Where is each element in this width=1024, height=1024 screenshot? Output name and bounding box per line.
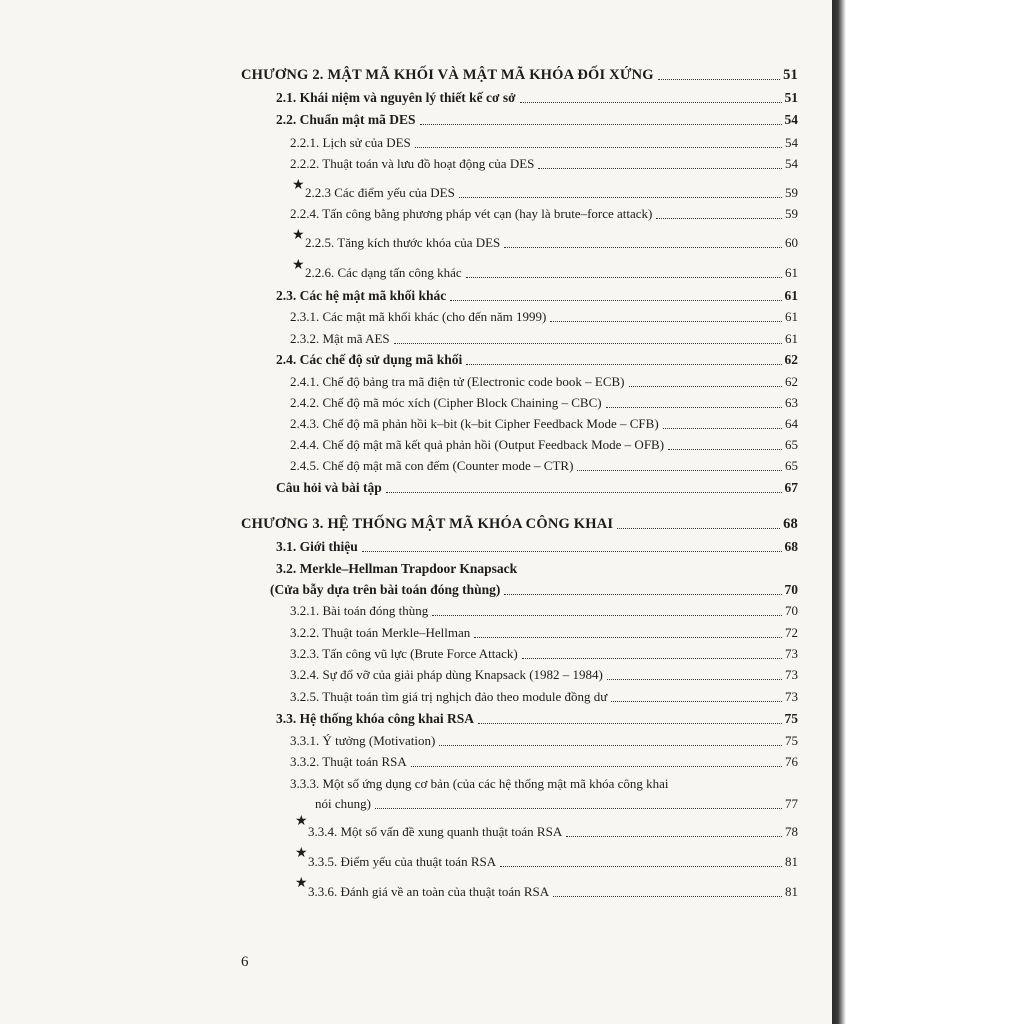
toc-page: 70 [785, 603, 798, 618]
toc-page: 54 [785, 135, 798, 150]
toc-page: 77 [785, 796, 798, 811]
toc-subsection-2-3-1 [290, 307, 798, 327]
toc-title: 3.2.4. Sự đổ vỡ của giải pháp dùng Knapsack (1982 – 1984) [290, 667, 603, 682]
star-icon: ★ [292, 257, 305, 273]
dot-leader [550, 321, 782, 322]
toc-subsection-2-2-5 [305, 233, 798, 253]
toc-title: 2.2.6. Các dạng tấn công khác [305, 265, 462, 280]
toc-section-2-1 [276, 88, 798, 108]
toc-section-2-3 [276, 286, 798, 306]
dot-leader [432, 615, 782, 616]
dot-leader [520, 102, 782, 103]
toc-title: 2.4.3. Chế độ mã phản hồi k–bit (k–bit Cipher Feedback Mode – CFB) [290, 416, 659, 431]
toc-page: 62 [784, 352, 798, 367]
toc-title: CHƯƠNG 2. MẬT MÃ KHỐI VÀ MẬT MÃ KHÓA ĐỐI XỨNG [241, 67, 654, 83]
toc-page: 73 [785, 646, 798, 661]
toc-page: 75 [784, 711, 798, 726]
dot-leader [606, 407, 782, 408]
toc-section-2-4 [276, 350, 798, 370]
toc-page: 76 [785, 754, 798, 769]
toc-page: 54 [784, 112, 798, 127]
dot-leader [504, 594, 781, 595]
toc-subsection-3-3-2 [290, 752, 798, 772]
toc-section-2-2 [276, 110, 798, 130]
dot-leader [577, 470, 782, 471]
dot-leader [466, 364, 781, 365]
toc-page: 68 [784, 539, 798, 554]
dot-leader [415, 147, 782, 148]
toc-page: 64 [785, 416, 798, 431]
toc-title: 2.4.2. Chế độ mã móc xích (Cipher Block Chaining – CBC) [290, 395, 602, 410]
dot-leader [617, 528, 780, 529]
toc-title: 2.3.2. Mật mã AES [290, 331, 390, 346]
dot-leader [553, 896, 782, 897]
toc-subsection-3-2-1 [290, 601, 798, 621]
toc-subsection-2-4-1 [290, 372, 798, 392]
toc-section-exercises [276, 478, 798, 498]
toc-page: 62 [785, 374, 798, 389]
toc-page: 81 [785, 884, 798, 899]
page-edge-shadow [832, 0, 1024, 1024]
toc-page: 68 [783, 516, 798, 532]
toc-title: 3.2.2. Thuật toán Merkle–Hellman [290, 625, 471, 640]
toc-title: 2.4.1. Chế độ bảng tra mã điện tử (Electronic code book – ECB) [290, 374, 625, 389]
toc-subsection-2-4-2 [290, 393, 798, 413]
dot-leader [411, 766, 782, 767]
toc-title: 3.3.1. Ý tưởng (Motivation) [290, 733, 436, 748]
toc-title: 2.4.4. Chế độ mật mã kết quả phản hồi (Output Feedback Mode – OFB) [290, 437, 665, 452]
dot-leader [439, 745, 782, 746]
toc-title: 2.2. Chuẩn mật mã DES [276, 112, 416, 127]
toc-page: 81 [785, 854, 798, 869]
toc-title: 2.2.4. Tấn công bằng phương pháp vét cạn (hay là brute–force attack) [290, 206, 653, 221]
toc-section-3-1 [276, 537, 798, 557]
dot-leader [450, 300, 781, 301]
toc-page: 61 [785, 331, 798, 346]
dot-leader [500, 866, 782, 867]
dot-leader [566, 836, 782, 837]
toc-subsection-3-2-5 [290, 687, 798, 707]
toc-page: 59 [785, 206, 798, 221]
toc-title: 2.2.1. Lịch sử của DES [290, 135, 411, 150]
toc-subsection-2-2-4 [290, 204, 798, 224]
toc-subsection-2-2-1 [290, 133, 798, 153]
toc-chapter-2 [241, 65, 798, 85]
dot-leader [459, 197, 782, 198]
toc-section-3-3 [276, 709, 798, 729]
toc-page: 65 [785, 437, 798, 452]
toc-page: 75 [785, 733, 798, 748]
toc-subsection-3-3-5 [308, 852, 798, 872]
toc-subsection-3-2-3 [290, 644, 798, 664]
toc-subsection-2-2-6 [305, 263, 798, 283]
star-icon: ★ [292, 227, 305, 243]
dot-leader [466, 277, 782, 278]
toc-subsection-2-2-2 [290, 154, 798, 174]
toc-title: 3.2.5. Thuật toán tìm giá trị nghịch đảo theo module đồng dư [290, 689, 608, 704]
toc-page: 51 [783, 67, 798, 83]
toc-page: 51 [784, 90, 798, 105]
toc-title: 2.3.1. Các mật mã khối khác (cho đến năm 1999) [290, 309, 547, 324]
toc-page: 60 [785, 235, 798, 250]
toc-subsection-3-3-3-cont [315, 794, 798, 814]
toc-subsection-3-3-4 [308, 822, 798, 842]
toc-subsection-2-3-2 [290, 329, 798, 349]
star-icon: ★ [295, 875, 308, 891]
dot-leader [663, 428, 782, 429]
toc-page: 70 [784, 582, 798, 597]
toc-section-3-2-cont [270, 580, 798, 600]
toc-title: 3.3.2. Thuật toán RSA [290, 754, 407, 769]
dot-leader [538, 168, 782, 169]
toc-subsection-2-4-3 [290, 414, 798, 434]
toc-subsection-3-2-4 [290, 665, 798, 685]
dot-leader [394, 343, 782, 344]
toc-title: 3.1. Giới thiệu [276, 539, 358, 554]
page-number: 6 [241, 954, 249, 970]
toc-subsection-3-3-6 [308, 882, 798, 902]
toc-title: 2.2.5. Tăng kích thước khóa của DES [305, 235, 501, 250]
dot-leader [611, 701, 782, 702]
toc-subsection-2-4-4 [290, 435, 798, 455]
toc-section-3-2: 3.2. Merkle–Hellman Trapdoor Knapsack [276, 561, 518, 576]
toc-subsection-3-2-2 [290, 623, 798, 643]
toc-title: 2.2.3 Các điểm yếu của DES [305, 185, 455, 200]
dot-leader [629, 386, 783, 387]
toc-title: 3.3.5. Điểm yếu của thuật toán RSA [308, 854, 497, 869]
toc-subsection-2-4-5 [290, 456, 798, 476]
star-icon: ★ [295, 813, 308, 829]
toc-title: Câu hỏi và bài tập [276, 480, 382, 495]
toc-page: 54 [785, 156, 798, 171]
toc-title: 3.2.1. Bài toán đóng thùng [290, 603, 429, 618]
dot-leader [474, 637, 782, 638]
toc-chapter-3 [241, 514, 798, 534]
toc-subsection-3-3-1 [290, 731, 798, 751]
dot-leader [656, 218, 782, 219]
dot-leader [668, 449, 782, 450]
toc-title: 2.4.5. Chế độ mật mã con đếm (Counter mode – CTR) [290, 458, 574, 473]
star-icon: ★ [295, 845, 308, 861]
toc-title: 2.3. Các hệ mật mã khối khác [276, 288, 447, 303]
star-icon: ★ [292, 177, 305, 193]
dot-leader [522, 658, 782, 659]
dot-leader [386, 492, 782, 493]
dot-leader [375, 808, 782, 809]
toc-title: (Cửa bẫy dựa trên bài toán đóng thùng) [270, 582, 501, 597]
toc-page: 63 [785, 395, 798, 410]
toc-title: 3.2.3. Tấn công vũ lực (Brute Force Attack) [290, 646, 518, 661]
toc-title: CHƯƠNG 3. HỆ THỐNG MẬT MÃ KHÓA CÔNG KHAI [241, 516, 614, 532]
toc-title: 3.3.4. Một số vấn đề xung quanh thuật toán RSA [308, 824, 563, 839]
toc-page: 61 [785, 265, 798, 280]
toc-subsection-2-2-3 [305, 183, 798, 203]
toc-page: 65 [785, 458, 798, 473]
toc-title: 3.3.6. Đánh giá về an toàn của thuật toán RSA [308, 884, 550, 899]
toc-page: 61 [784, 288, 798, 303]
toc-title: nói chung) [315, 796, 371, 811]
toc-page: 73 [785, 667, 798, 682]
dot-leader [420, 124, 782, 125]
toc-page: 59 [785, 185, 798, 200]
toc-title: 2.4. Các chế độ sử dụng mã khối [276, 352, 463, 367]
toc-subsection-3-3-3: 3.3.3. Một số ứng dụng cơ bản (của các hệ thống mật mã khóa công khai [290, 776, 669, 791]
dot-leader [504, 247, 782, 248]
dot-leader [362, 551, 782, 552]
toc-title: 2.1. Khái niệm và nguyên lý thiết kế cơ sở [276, 90, 516, 105]
toc-page: 67 [784, 480, 798, 495]
dot-leader [607, 679, 782, 680]
toc-page: 72 [785, 625, 798, 640]
toc-page: 73 [785, 689, 798, 704]
toc-page: 61 [785, 309, 798, 324]
dot-leader [478, 723, 781, 724]
toc-title: 3.3. Hệ thống khóa công khai RSA [276, 711, 475, 726]
toc-title: 2.2.2. Thuật toán và lưu đồ hoạt động của DES [290, 156, 535, 171]
dot-leader [658, 79, 780, 80]
toc-page: 78 [785, 824, 798, 839]
